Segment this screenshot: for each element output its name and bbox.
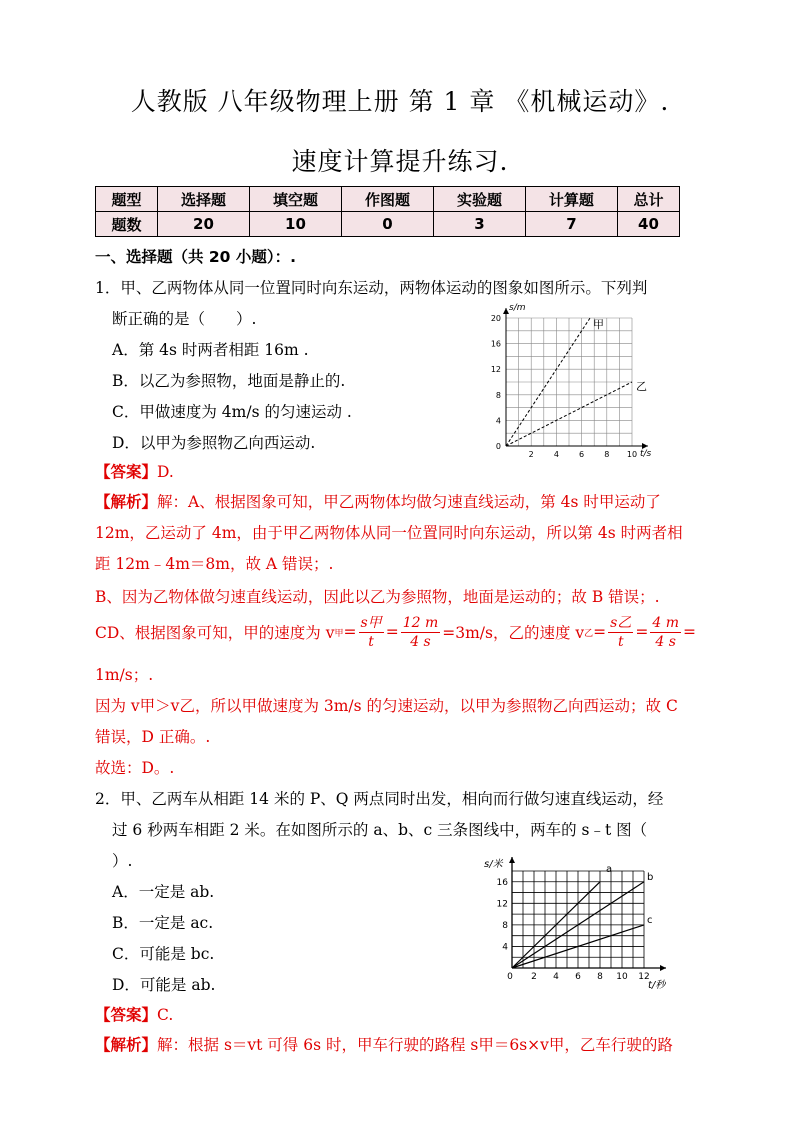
q1-analysis-line-4: B、因为乙物体做匀速直线运动，因此以乙为参照物，地面是运动的；故 B 错误；. (95, 588, 660, 606)
y-tick-label: 4 (495, 416, 501, 426)
q1-stem-line-1: 1．甲、乙两物体从同一位置同时向东运动，两物体运动的图象如图所示。下列判 (95, 279, 648, 297)
y-tick-label: 8 (495, 390, 501, 400)
series-label: 乙 (636, 380, 647, 393)
table-cell: 0 (341, 212, 433, 237)
table-cell: 作图题 (341, 187, 433, 212)
question-summary-table (95, 186, 680, 237)
y-tick-label: 0 (495, 442, 501, 451)
y-tick-label: 8 (502, 920, 508, 931)
y-tick-label: 16 (490, 339, 501, 349)
q2-option-c: C．可能是 bc. (112, 945, 215, 963)
series-label: 甲 (593, 318, 605, 331)
table-cell: 40 (617, 212, 679, 237)
table-cell: 10 (249, 212, 341, 237)
fraction (608, 614, 633, 651)
x-tick-label: 4 (553, 972, 559, 982)
fraction-denominator: 4 s (410, 633, 431, 650)
y-tick-label: 20 (490, 314, 501, 323)
subscript: 乙 (584, 628, 594, 639)
q1-option-c: C．甲做速度为 4m/s 的匀速运动 . (112, 403, 352, 421)
x-tick-label: 4 (553, 450, 559, 459)
formula-text: CD、根据图象可知，甲的速度为 v (95, 624, 335, 642)
table-row (96, 212, 680, 237)
table-cell: 实验题 (433, 187, 525, 212)
fraction (650, 614, 681, 651)
document-title: 人教版 八年级物理上册 第 1 章 《机械运动》. (130, 87, 670, 116)
q1-analysis-line-6: 1m/s；. (95, 666, 154, 684)
x-tick-label: 0 (507, 972, 513, 982)
fraction-numerator: 4 m (652, 614, 679, 631)
fraction-denominator: t (617, 633, 624, 650)
q1-answer (95, 460, 174, 482)
y-axis-label: s/m (509, 303, 526, 313)
table-cell: 题型 (96, 187, 158, 212)
answer-tag: 【答案】 (95, 462, 158, 481)
answer-value: D. (157, 463, 174, 481)
analysis-tag: 【解析】 (95, 1035, 158, 1054)
x-tick-label: 10 (616, 972, 628, 982)
q2-stem-line-2: 过 6 秒两车相距 2 米。在如图所示的 a、b、c 三条图线中，两车的 s﹣t 图（ (112, 821, 648, 839)
q1-st-graph (486, 298, 661, 463)
q2-analysis-line-1 (95, 1033, 673, 1055)
table-cell: 总计 (617, 187, 679, 212)
series-label: b (647, 871, 654, 883)
q1-formula-line: CD、根据图象可知，甲的速度为 v 甲 = $\frac{\text{s甲}}{t}$ = $\frac{12 m}{4 s}$ =3m/s，乙的速度 v 乙 = $\frac{\text{s乙}}{t}$ = $\frac{4 m}{4 s}$ = (95, 614, 696, 650)
series-label: c (647, 914, 653, 926)
table-cell: 7 (525, 212, 617, 237)
analysis-text: 解：A、根据图象可知，甲乙两物体均做匀速直线运动，第 4s 时甲运动了 (157, 493, 661, 511)
x-tick-label: 10 (626, 450, 638, 459)
x-tick-label: 2 (528, 450, 534, 459)
q2-stem-line-1: 2．甲、乙两车从相距 14 米的 P、Q 两点同时出发，相向而行做匀速直线运动，经 (95, 790, 664, 808)
table-cell: 计算题 (525, 187, 617, 212)
q1-analysis-line-3: 距 12m﹣4m＝8m，故 A 错误；. (95, 555, 334, 573)
y-tick-label: 4 (502, 942, 508, 953)
fraction (401, 614, 441, 651)
x-tick-label: 8 (604, 450, 610, 459)
x-axis-label: t/s (640, 449, 652, 459)
q1-stem-line-2: 断正确的是（ ）. (112, 310, 257, 328)
fraction-denominator: t (368, 633, 374, 650)
x-tick-label: 6 (579, 450, 585, 459)
q1-conclusion: 故选：D。. (95, 759, 175, 777)
x-tick-label: 2 (531, 972, 537, 982)
fraction-numerator: s乙 (610, 614, 632, 631)
formula-text: =3m/s，乙的速度 v (442, 624, 585, 642)
answer-value: C. (157, 1006, 174, 1024)
q1-analysis-line-8: 错误，D 正确。. (95, 728, 211, 746)
table-cell: 3 (433, 212, 525, 237)
x-tick-label: 12 (638, 972, 650, 982)
y-tick-label: 12 (496, 899, 508, 910)
document-subtitle: 速度计算提升练习. (291, 147, 509, 176)
q1-analysis-line-7: 因为 v甲＞v乙，所以甲做速度为 3m/s 的匀速运动，以甲为参照物乙向西运动；故 C (95, 697, 678, 715)
section-heading: 一、选择题（共 20 小题）：. (95, 248, 297, 266)
y-axis-arrow (509, 857, 515, 863)
x-axis-label: t/秒 (648, 980, 666, 991)
table-header-row (96, 187, 680, 212)
analysis-tag: 【解析】 (95, 492, 158, 511)
q1-option-b: B．以乙为参照物，地面是静止的. (112, 372, 346, 390)
analysis-text: 解：根据 s＝vt 可得 6s 时，甲车行驶的路程 s甲＝6s×v甲，乙车行驶的路 (157, 1036, 673, 1054)
q2-option-a: A．一定是 ab. (112, 883, 215, 901)
answer-tag: 【答案】 (95, 1005, 158, 1024)
table-cell: 20 (158, 212, 250, 237)
q1-option-a: A．第 4s 时两者相距 16m . (112, 341, 309, 359)
q1-analysis-line-1 (95, 490, 661, 512)
y-tick-label: 16 (496, 877, 508, 888)
fraction (359, 614, 384, 651)
q2-option-b: B．一定是 ac. (112, 914, 214, 932)
fraction-numerator: 12 m (402, 614, 439, 631)
q2-answer (95, 1003, 173, 1025)
q2-st-graph (478, 842, 688, 992)
series-label: a (606, 863, 613, 875)
y-axis-label: s/米 (484, 859, 503, 870)
y-tick-label: 12 (490, 365, 501, 375)
fraction-numerator: s甲 (360, 614, 382, 631)
x-axis-arrow (660, 965, 666, 971)
q2-option-d: D．可能是 ab. (112, 976, 216, 994)
q1-analysis-line-2: 12m，乙运动了 4m，由于甲乙两物体从同一位置同时向东运动，所以第 4s 时两者相 (95, 524, 683, 542)
fraction-denominator: 4 s (655, 633, 676, 650)
x-tick-label: 6 (575, 972, 581, 982)
table-cell: 填空题 (249, 187, 341, 212)
x-tick-label: 8 (597, 972, 603, 982)
table-cell: 选择题 (158, 187, 250, 212)
subscript: 甲 (334, 628, 344, 639)
q1-option-d: D．以甲为参照物乙向西运动. (112, 434, 316, 452)
q2-stem-line-3: ）. (112, 852, 133, 870)
table-cell: 题数 (96, 212, 158, 237)
